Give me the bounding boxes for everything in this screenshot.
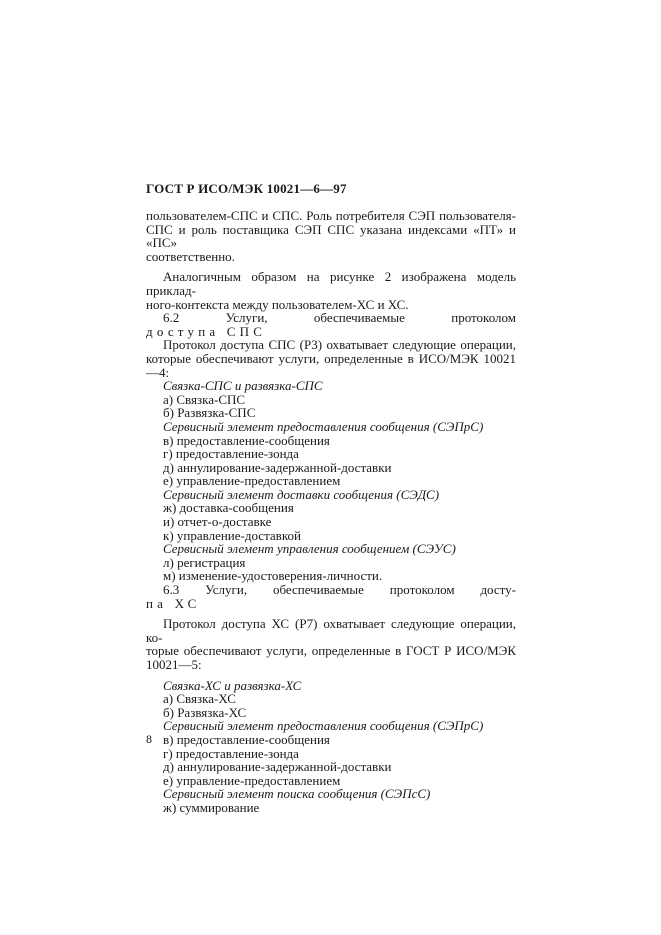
list-item: д) аннулирование-задержанной-доставки	[163, 459, 392, 475]
list-item: к) управление-доставкой	[163, 527, 301, 543]
text-line: Протокол доступа СПС (Р3) охватывает следующие операции,	[163, 337, 516, 353]
page-number: 8	[146, 732, 152, 746]
page-header: ГОСТ Р ИСО/МЭК 10021—6—97	[146, 181, 347, 196]
list-item: а) Связка-ХС	[163, 691, 236, 707]
text-line: Аналогичным образом на рисунке 2 изображена модель приклад-	[146, 269, 516, 298]
section-heading: па ХС	[146, 595, 201, 611]
page-body	[146, 209, 516, 815]
list-item: в) предоставление-сообщения	[163, 432, 330, 448]
list-item: а) Связка-СПС	[163, 391, 246, 407]
group-heading: Сервисный элемент предоставления сообщения (СЭПрС)	[163, 418, 484, 434]
section-heading: 6.3 Услуги, обеспечиваемые протоколом досту-	[163, 582, 516, 598]
text-line: Протокол доступа ХС (Р7) охватывает следующие операции, ко-	[146, 616, 516, 645]
text-line: соответственно.	[146, 248, 235, 264]
section-heading: доступа СПС	[146, 323, 267, 339]
list-item: б) Развязка-СПС	[163, 405, 256, 421]
group-heading: Сервисный элемент доставки сообщения (СЭДС)	[163, 486, 440, 502]
text-line: СПС и роль поставщика СЭП СПС указана индексами «ПТ» и «ПС»	[146, 221, 516, 251]
text-line: 10021—5:	[146, 657, 202, 672]
list-item: ж) доставка-сообщения	[163, 500, 294, 516]
group-heading: Связка-ХС и развязка-ХС	[163, 677, 302, 693]
list-item: д) аннулирование-задержанной-доставки	[163, 759, 392, 775]
text-line: пользователем-СПС и СПС. Роль потребителя СЭП пользователя-	[146, 208, 516, 223]
list-item: м) изменение-удостоверения-личности.	[163, 568, 383, 584]
section-heading: 6.2 Услуги, обеспечиваемые протоколом	[163, 310, 516, 326]
text-line: ного-контекста между пользователем-ХС и ХС.	[146, 296, 409, 312]
text-line: торые обеспечивают услуги, определенные в ГОСТ Р ИСО/МЭК	[146, 643, 516, 659]
group-heading: Сервисный элемент поиска сообщения (СЭПсС)	[163, 786, 431, 802]
group-heading: Сервисный элемент управления сообщением (СЭУС)	[163, 541, 456, 557]
list-item: е) управление-предоставлением	[163, 772, 341, 788]
list-item: б) Развязка-ХС	[163, 704, 247, 720]
text-line: которые обеспечивают услуги, определенные в ИСО/МЭК 10021—4:	[146, 350, 516, 380]
list-item: в) предоставление-сообщения	[163, 731, 330, 747]
list-item: г) предоставление-зонда	[163, 745, 299, 761]
group-heading: Связка-СПС и развязка-СПС	[163, 378, 323, 394]
list-item: г) предоставление-зонда	[163, 446, 299, 462]
group-heading: Сервисный элемент предоставления сообщения (СЭПрС)	[163, 718, 484, 734]
list-item: л) регистрация	[163, 554, 246, 570]
list-item: и) отчет-о-доставке	[163, 514, 272, 530]
list-item: е) управление-предоставлением	[163, 473, 341, 489]
list-item: ж) суммирование	[163, 799, 260, 815]
